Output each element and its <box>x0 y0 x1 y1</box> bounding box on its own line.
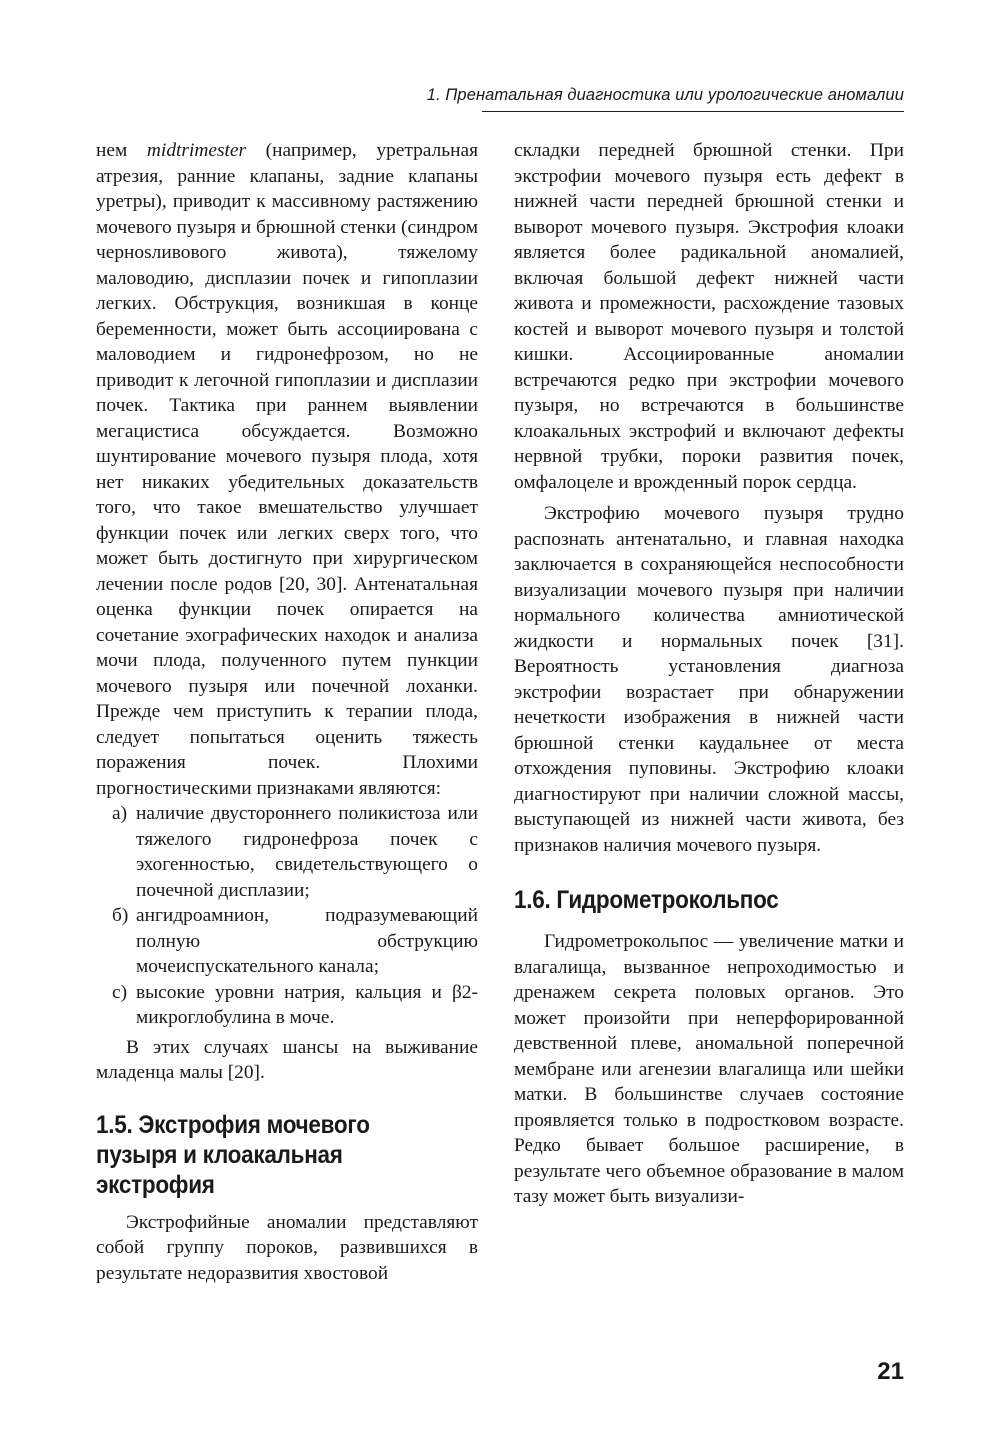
paragraph-text: (например, уретральная атрезия, ранние клапаны, задние клапаны уретры), приводит к массивному растяжению мочевого пузыря и брюшной стенки (синдром чернosливового живота), тяжелому маловодию, дисплазии почек и гипоплазии легких. Обструкция, возникшая в конце беременности, может быть ассоциирована с маловодием и гидронефрозом, но не приводит к легочной гипоплазии и дисплазии почек. Тактика при раннем выявлении мегацистиса обсуждается. Возможно шунтирование мочевого пузыря плода, хотя нет никаких убедительных доказательств того, что такое вмешательство улучшает функции почек или легких сверх того, что может быть достигнуто при хирургическом лечении после родов [20, 30]. Антенатальная оценка функции почек опирается на сочетание эхографических находок и анализа мочи плода, полученного путем пункции мочевого пузыря или почечной лоханки. Прежде чем приступить к терапии плода, следует попытаться оценить тяжесть поражения почек. Плохими прогностическими признаками являются: <box>96 140 478 799</box>
list-marker: с) <box>112 981 128 1003</box>
list-item <box>96 903 478 980</box>
list-marker: а) <box>112 803 128 824</box>
italic-term: midtrimester <box>146 140 247 161</box>
list-item-text: высокие уровни натрия, кальция и β2-микроглобулина в моче. <box>136 981 478 1028</box>
header-rule <box>482 111 904 112</box>
list-marker: б) <box>112 905 129 926</box>
right-column <box>514 138 904 1210</box>
body-paragraph: В этих случаях шансы на выживание младенца малы [20]. <box>96 1036 478 1083</box>
body-paragraph <box>96 138 478 801</box>
left-column <box>96 138 478 1286</box>
list-item <box>96 980 478 1031</box>
page-number: 21 <box>877 1358 904 1385</box>
body-paragraph: Экстрофийные аномалии представляют собой группу пороков, развившихся в результате недоразвития хвостовой <box>96 1211 478 1284</box>
section-heading-1-5: 1.5. Экстрофия мочевого пузыря и клоакальная экстрофия <box>96 1110 370 1199</box>
running-header: 1. Пренатальная диагностика или урологические аномалии <box>426 86 904 104</box>
paragraph-lead: нем <box>96 140 147 161</box>
prognostic-signs-list <box>96 801 478 1031</box>
body-paragraph: Экстрофию мочевого пузыря трудно распознать антенатально, и главная находка заключается в сохраняющейся неспособности визуализации мочевого пузыря при наличии нормального количества амниотической жидкости и нормальных почек [31]. Вероятность установления диагноза экстрофии возрастает при обнаружении нечеткости изображения в нижней части брюшной стенки каудальнее от места отхождения пуповины. Экстрофию клоаки диагностируют при наличии сложной массы, выступающей из нижней части живота, без признаков наличия мочевого пузыря. <box>514 503 904 856</box>
list-item-text: ангидроамнион, подразумевающий полную обструкцию мочеиспускательного канала; <box>136 905 478 977</box>
body-paragraph: складки передней брюшной стенки. При экстрофии мочевого пузыря есть дефект в нижней части передней брюшной стенки и выворот мочевого пузыря. Экстрофия клоаки является более радикальной аномалией, включая большой дефект нижней части живота и промежности, расхождение тазовых костей и выворот мочевого пузыря и толстой кишки. Ассоциированные аномалии встречаются редко при экстрофии мочевого пузыря, но встречаются в большинстве клоакальных экстрофий и включают дефекты нервной трубки, пороки развития почек, омфалоцеле и врожденный порок сердца. <box>514 140 904 493</box>
list-item <box>96 801 478 903</box>
body-paragraph: Гидрометрокольпос — увеличение матки и влагалища, вызванное непроходимостью и дренажем секрета половых органов. Это может произойти при неперфорированной девственной плеве, аномальной поперечной мембране или агенезии влагалища или шейки матки. В большинстве случаев состояние проявляется только в подростковом возрасте. Редко бывает большое расширение, в результате чего объемное образование в малом тазу может быть визуализи- <box>514 931 904 1207</box>
section-heading-1-6: 1.6. Гидрометрокольпос <box>514 886 779 914</box>
list-item-text: наличие двустороннего поликистоза или тяжелого гидронефроза почек с эхогенностью, свидетельствующего о почечной дисплазии; <box>136 803 478 901</box>
